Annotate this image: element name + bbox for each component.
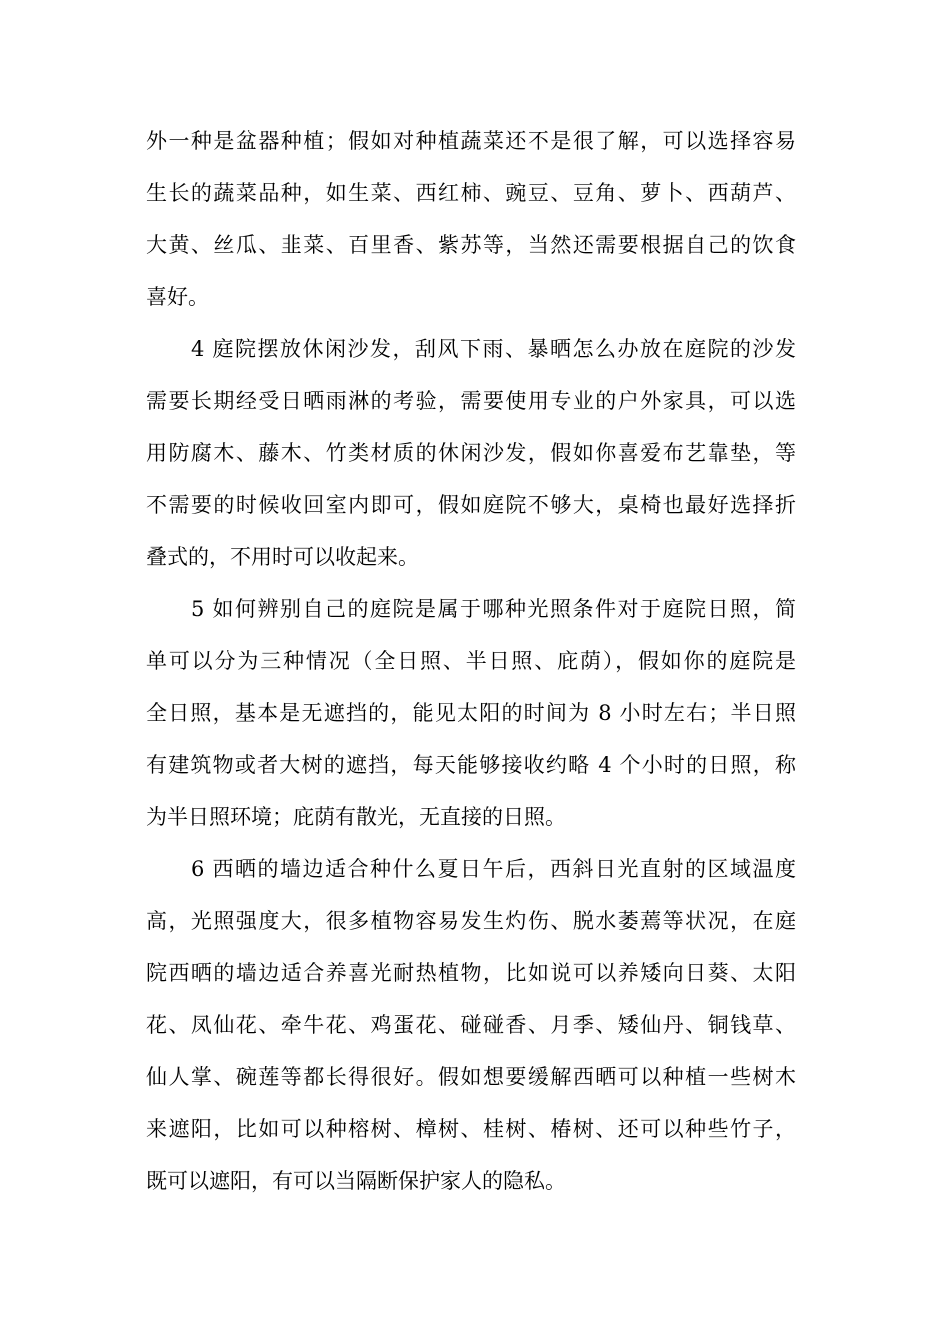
text-line: 高，光照强度大，很多植物容易发生灼伤、脱水萎蔫等状况，在庭 [146, 909, 796, 933]
text-line: 用防腐木、藤木、竹类材质的休闲沙发，假如你喜爱布艺靠垫，等 [146, 441, 796, 465]
text-line: 5 如何辨别自己的庭院是属于哪种光照条件对于庭院日照，简 [146, 597, 796, 621]
text-line: 院西晒的墙边适合养喜光耐热植物，比如说可以养矮向日葵、太阳 [146, 961, 796, 985]
text-line: 仙人掌、碗莲等都长得很好。假如想要缓解西晒可以种植一些树木 [146, 1065, 796, 1089]
paragraph-sunlight [146, 583, 796, 843]
text-line: 6 西晒的墙边适合种什么夏日午后，西斜日光直射的区域温度 [146, 857, 796, 881]
text-line: 为半日照环境；庇荫有散光，无直接的日照。 [146, 805, 566, 829]
text-line: 不需要的时候收回室内即可，假如庭院不够大，桌椅也最好选择折 [146, 493, 796, 517]
document-body [146, 115, 796, 1207]
text-line: 全日照，基本是无遮挡的，能见太阳的时间为 8 小时左右；半日照 [146, 701, 796, 725]
text-line: 需要长期经受日晒雨淋的考验，需要使用专业的户外家具，可以选 [146, 389, 796, 413]
text-line: 生长的蔬菜品种，如生菜、西红柿、豌豆、豆角、萝卜、西葫芦、 [146, 181, 796, 205]
text-line: 4 庭院摆放休闲沙发，刮风下雨、暴晒怎么办放在庭院的沙发 [146, 337, 796, 361]
text-line: 来遮阳，比如可以种榕树、樟树、桂树、椿树、还可以种些竹子， [146, 1117, 796, 1141]
paragraph-vegetables [146, 115, 796, 323]
paragraph-west-wall [146, 843, 796, 1207]
text-line: 叠式的，不用时可以收起来。 [146, 545, 419, 569]
paragraph-sofa [146, 323, 796, 583]
text-line: 既可以遮阳，有可以当隔断保护家人的隐私。 [146, 1169, 566, 1193]
text-line: 单可以分为三种情况（全日照、半日照、庇荫），假如你的庭院是 [146, 649, 796, 673]
text-line: 外一种是盆器种植；假如对种植蔬菜还不是很了解，可以选择容易 [146, 129, 796, 153]
text-line: 花、凤仙花、牵牛花、鸡蛋花、碰碰香、月季、矮仙丹、铜钱草、 [146, 1013, 796, 1037]
text-line: 喜好。 [146, 285, 209, 309]
text-line: 有建筑物或者大树的遮挡，每天能够接收约略 4 个小时的日照，称 [146, 753, 796, 777]
text-line: 大黄、丝瓜、韭菜、百里香、紫苏等，当然还需要根据自己的饮食 [146, 233, 796, 257]
